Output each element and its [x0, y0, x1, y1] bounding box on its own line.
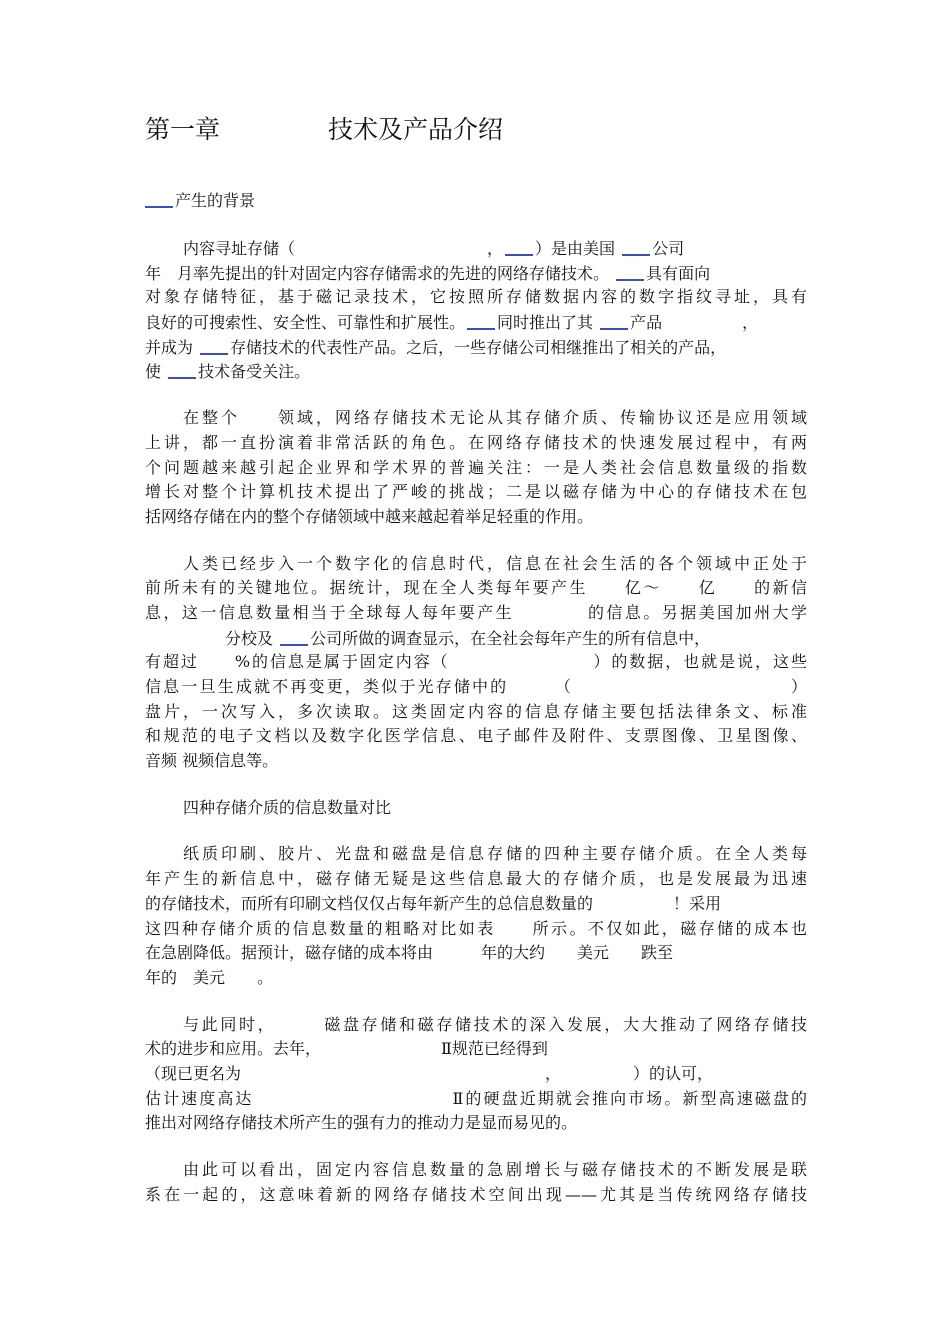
- text-line: 增长对整个计算机技术提出了严峻的挑战；二是以磁存储为中心的存储技术在包: [145, 482, 807, 502]
- text-line: 和规范的电子文档以及数字化医学信息、电子邮件及附件、支票图像、卫星图像、: [145, 726, 807, 746]
- paragraph-storage-field: [145, 406, 807, 529]
- text-line: 括网络存储在内的整个存储领域中越来越起着举足轻重的作用。: [145, 506, 594, 526]
- text-line: 纸质印刷、胶片、光盘和磁盘是信息存储的四种主要存储介质。在全人类每: [183, 844, 807, 864]
- text-line: （现已更名为 ， ）的认可，: [145, 1063, 714, 1083]
- blank-field: [622, 236, 650, 256]
- blank-field: [280, 626, 308, 646]
- text-line: 人类已经步入一个数字化的信息时代，信息在社会生活的各个领域中正处于: [183, 553, 807, 573]
- paragraph-conclusion: [145, 1158, 807, 1207]
- blank-field: [200, 335, 228, 355]
- text-line: 内容寻址存储（ ， ）是由美国 公司: [145, 236, 807, 261]
- text-line: 前所未有的关键地位。据统计，现在全人类每年要产生 亿～ 亿 的新信: [145, 578, 807, 598]
- text-line: 对象存储特征，基于磁记录技术，它按照所存储数据内容的数字指纹寻址，具有: [145, 287, 807, 307]
- text-line: 年 月率先提出的针对固定内容存储需求的先进的网络存储技术。 具有面向: [145, 261, 807, 286]
- blank-field: [168, 359, 196, 379]
- blank-field: [467, 310, 495, 330]
- text-line: 推出对网络存储技术所产生的强有力的推动力是显而易见的。: [145, 1113, 578, 1133]
- text-line: 在整个 领域，网络存储技术无论从其存储介质、传输协议还是应用领域: [183, 408, 807, 428]
- text-line: 年产生的新信息中，磁存储无疑是这些信息最大的存储介质，也是发展最为迅速: [145, 869, 807, 889]
- text-line: 良好的可搜索性、安全性、可靠性和扩展性。 同时推出了其 产品 ，: [145, 310, 807, 335]
- text-line: 这四种存储介质的信息数量的粗略对比如表 所示。不仅如此，磁存储的成本也: [145, 918, 807, 938]
- text-line: 使 技术备受关注。: [145, 359, 807, 384]
- text-line: 音频 视频信息等。: [145, 751, 279, 771]
- paragraph-subtitle: [145, 796, 807, 821]
- text-line: 信息一旦生成就不再变更，类似于光存储中的 （ ）: [145, 677, 807, 696]
- paragraph-disk-tech: [145, 1013, 807, 1136]
- section-heading: 产生的背景: [145, 188, 807, 214]
- document-body: [145, 110, 807, 1229]
- text-line: 与此同时， 磁盘存储和磁存储技术的深入发展，大大推动了网络存储技: [183, 1014, 807, 1034]
- text-line: 有超过 %的信息是属于固定内容（ ）的数据，也就是说，这些: [145, 652, 807, 672]
- blank-field: [505, 236, 533, 256]
- text-line: 估计速度高达 Ⅱ的硬盘近期就会推向市场。新型高速磁盘的: [145, 1088, 807, 1108]
- text-line: 盘片，一次写入，多次读取。这类固定内容的信息存储主要包括法律条文、标准: [145, 701, 807, 721]
- text-line: 的存储技术，而所有印刷文档仅仅占每年新产生的总信息数量的 ！采用: [145, 893, 722, 913]
- paragraph-media-comparison: [145, 842, 807, 990]
- text-line: 系在一起的，这意味着新的网络存储技术空间出现——尤其是当传统网络存储技: [145, 1184, 807, 1204]
- text-line: 息，这一信息数量相当于全球每人每年要产生 的信息。另据美国加州大学: [145, 602, 807, 622]
- text-line: 四种存储介质的信息数量对比: [183, 797, 392, 817]
- text-line: 分校及 公司所做的调查显示，在全社会每年产生的所有信息中，: [145, 626, 807, 651]
- paragraph-information-age: [145, 552, 807, 774]
- text-line: 年的 美元 。: [145, 967, 274, 987]
- text-line: 在急剧降低。据预计，磁存储的成本将由 年的大约 美元 跌至: [145, 943, 674, 963]
- text-line: 术的进步和应用。去年， Ⅱ规范已经得到: [145, 1039, 548, 1059]
- text-line: 个问题越来越引起企业界和学术界的普遍关注：一是人类社会信息数量级的指数: [145, 457, 807, 477]
- blank-field: [600, 310, 628, 330]
- text-line: 并成为 存储技术的代表性产品。之后，一些存储公司相继推出了相关的产品，: [145, 335, 807, 360]
- blank-field: [145, 188, 173, 208]
- text-line: 上讲，都一直扮演着非常活跃的角色。在网络存储技术的快速发展过程中，有两: [145, 432, 807, 452]
- blank-field: [616, 261, 644, 281]
- text-line: 由此可以看出，固定内容信息数量的急剧增长与磁存储技术的不断发展是联: [183, 1160, 807, 1179]
- chapter-title: 第一章 技术及产品介绍: [145, 115, 503, 144]
- paragraph-cas-intro: [145, 236, 807, 384]
